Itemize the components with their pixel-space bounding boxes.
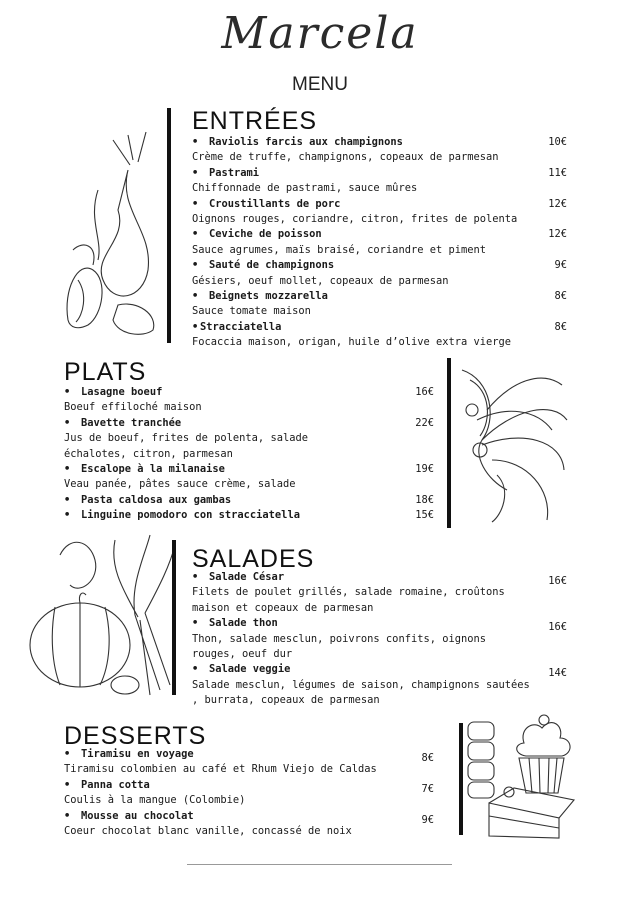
item-name: Bavette tranchée <box>81 416 182 429</box>
menu-item: • Salade veggie Salade mesclun, légumes de saison, champignons sautées , burrata, copeaux de parmesan 14€ <box>192 662 567 708</box>
entrees-section <box>192 107 567 351</box>
menu-item: • Tiramisu en voyage Tiramisu colombien au café et Rhum Viejo de Caldas 8€ <box>64 747 434 778</box>
menu-item: • Ceviche de poisson Sauce agrumes, maïs braisé, coriandre et piment 12€ <box>192 227 567 258</box>
item-name: Stracciatella <box>200 320 282 333</box>
item-name: Pasta caldosa aux gambas <box>81 493 232 506</box>
menu-item: • Panna cotta Coulis à la mangue (Colombie) 7€ <box>64 778 434 809</box>
item-price: 7€ <box>421 782 434 795</box>
item-price: 15€ <box>415 509 434 522</box>
menu-item: • Linguine pomodoro con stracciatella 15€ <box>64 508 434 523</box>
menu-item: • Lasagne boeuf Boeuf effiloché maison 16€ <box>64 385 434 416</box>
item-name: Escalope à la milanaise <box>81 463 225 476</box>
desserts-list <box>64 747 434 839</box>
item-price: 18€ <box>415 493 434 506</box>
item-description: Jus de boeuf, frites de polenta, salade échalotes, citron, parmesan <box>64 432 308 460</box>
desserts-divider <box>459 723 463 835</box>
salades-divider <box>172 540 176 695</box>
item-price: 22€ <box>415 416 434 429</box>
salades-section <box>192 545 567 709</box>
item-name: Raviolis farcis aux champignons <box>209 136 403 148</box>
item-price: 16€ <box>548 621 567 634</box>
salades-list <box>192 570 567 709</box>
entrees-heading: ENTRÉES <box>192 107 318 135</box>
item-name: Tiramisu en voyage <box>81 748 194 760</box>
item-description: Focaccia maison, origan, huile d’olive extra vierge <box>192 336 512 349</box>
item-description: Sauce agrumes, maïs braisé, coriandre et piment <box>192 243 487 256</box>
item-name: Ceviche de poisson <box>209 228 322 241</box>
item-price: 8€ <box>554 290 567 303</box>
menu-item: • Mousse au chocolat Coeur chocolat blanc vanille, concassé de noix 9€ <box>64 809 434 840</box>
item-description: Veau panée, pâtes sauce crème, salade <box>64 478 296 491</box>
item-description: Filets de poulet grillés, salade romaine, croûtons maison et copeaux de parmesan <box>192 586 505 614</box>
desserts-section <box>64 722 434 839</box>
menu-item: • Sauté de champignons Gésiers, oeuf mollet, copeaux de parmesan 9€ <box>192 258 567 289</box>
salades-heading: SALADES <box>192 545 315 573</box>
item-description: Gésiers, oeuf mollet, copeaux de parmesan <box>192 274 449 287</box>
item-name: Panna cotta <box>81 778 150 791</box>
entrees-list <box>192 135 567 351</box>
item-name: Mousse au chocolat <box>81 809 194 822</box>
menu-item: • Salade César Filets de poulet grillés, salade romaine, croûtons maison et copeaux de parmesan 16€ <box>192 570 567 616</box>
item-price: 11€ <box>548 166 567 179</box>
menu-item: • Beignets mozzarella Sauce tomate maison 8€ <box>192 289 567 320</box>
item-name: Salade César <box>209 571 285 583</box>
plats-section <box>64 358 434 524</box>
item-description: Coeur chocolat blanc vanille, concassé de noix <box>64 825 352 838</box>
item-price: 10€ <box>548 136 567 148</box>
menu-title: MENU <box>292 74 348 95</box>
item-description: Tiramisu colombien au café et Rhum Viejo de Caldas <box>64 763 377 776</box>
restaurant-logo: Marcela <box>221 8 419 59</box>
item-price: 16€ <box>548 575 567 587</box>
plats-list <box>64 385 434 524</box>
item-description: Boeuf effiloché maison <box>64 401 202 414</box>
item-price: 9€ <box>554 259 567 272</box>
menu-item: • Pasta caldosa aux gambas 18€ <box>64 493 434 508</box>
menu-item: • Salade thon Thon, salade mesclun, poivrons confits, oignons rouges, oeuf dur 16€ <box>192 616 567 662</box>
item-description: Salade mesclun, légumes de saison, champignons sautées , burrata, copeaux de parmesan <box>192 678 530 707</box>
item-description: Crème de truffe, champignons, copeaux de parmesan <box>192 151 499 164</box>
item-price: 8€ <box>554 320 567 333</box>
desserts-heading: DESSERTS <box>64 722 207 750</box>
item-price: 14€ <box>548 667 567 680</box>
menu-item: • Escalope à la milanaise Veau panée, pâtes sauce crème, salade 19€ <box>64 462 434 493</box>
item-name: Linguine pomodoro con stracciatella <box>81 509 300 522</box>
menu-item: • Croustillants de porc Oignons rouges, coriandre, citron, frites de polenta 12€ <box>192 197 567 228</box>
item-name: Pastrami <box>209 166 260 179</box>
item-price: 8€ <box>421 752 434 764</box>
item-price: 12€ <box>548 197 567 210</box>
item-name: Croustillants de porc <box>209 197 341 210</box>
item-price: 12€ <box>548 228 567 241</box>
item-description: Chiffonnade de pastrami, sauce mûres <box>192 182 418 195</box>
footer-divider <box>187 864 452 865</box>
plats-divider <box>447 358 451 528</box>
item-description: Coulis à la mangue (Colombie) <box>64 794 246 807</box>
item-name: Sauté de champignons <box>209 259 335 272</box>
cupcake-cake-illustration <box>464 708 594 848</box>
item-name: Beignets mozzarella <box>209 290 328 303</box>
menu-item: • Pastrami Chiffonnade de pastrami, sauce mûres 11€ <box>192 166 567 197</box>
item-name: Salade veggie <box>209 663 291 676</box>
menu-item: • Stracciatella Focaccia maison, origan, huile d’olive extra vierge 8€ <box>192 320 567 351</box>
plats-heading: PLATS <box>64 358 147 386</box>
item-price: 19€ <box>415 463 434 476</box>
menu-item: • Bavette tranchée Jus de boeuf, frites de polenta, salade échalotes, citron, parmesan 22€ <box>64 416 434 462</box>
item-description: Thon, salade mesclun, poivrons confits, oignons rouges, oeuf dur <box>192 632 487 661</box>
entrees-divider <box>167 108 171 343</box>
item-price: 16€ <box>415 386 434 398</box>
item-description: Sauce tomate maison <box>192 305 311 318</box>
vegetables-illustration <box>20 525 180 700</box>
item-name: Lasagne boeuf <box>81 386 163 398</box>
item-price: 9€ <box>421 813 434 826</box>
fennel-garlic-illustration <box>58 130 168 340</box>
item-name: Salade thon <box>209 617 278 630</box>
shrimp-illustration <box>452 350 572 530</box>
menu-item: • Raviolis farcis aux champignons Crème de truffe, champignons, copeaux de parmesan 10€ <box>192 135 567 166</box>
item-description: Oignons rouges, coriandre, citron, frites de polenta <box>192 213 518 226</box>
